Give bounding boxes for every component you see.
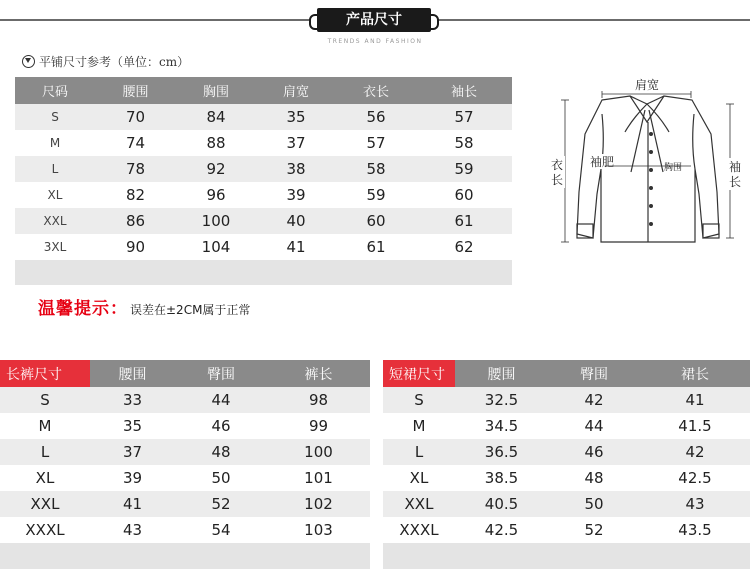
table-row [15,156,512,182]
table-header-row [383,360,750,387]
table-cell: 98 [267,387,370,413]
skirt-size-table [383,360,750,543]
table-cell: 33 [90,387,175,413]
table-cell: 74 [125,134,146,152]
table-header-row [15,77,512,104]
table-cell: 56 [336,104,416,130]
table-cell: 62 [454,238,474,256]
table-cell: 44 [584,417,604,435]
table-cell: 35 [256,104,336,130]
table-cell: 43 [640,491,750,517]
table-cell: 37 [90,439,175,465]
table-cell: XL [35,469,55,487]
chevron-down-circle-icon [22,55,35,68]
table-cell: S [0,387,90,413]
table-cell: 46 [548,439,640,465]
table-cell: M [38,417,52,435]
label-chest: 胸围 [663,163,683,173]
table-cell: 34.5 [484,417,519,435]
table-cell: XXXL [25,521,65,539]
table-cell: 42 [548,387,640,413]
label-bicep: 袖肥 [589,155,615,169]
table-row [15,208,512,234]
table-row [15,130,512,156]
table-cell: 103 [304,521,333,539]
table-cell: 58 [336,156,416,182]
table-row [383,465,750,491]
table-cell: 41 [640,387,750,413]
tip-notice [38,294,250,319]
column-header: 尺码 [15,77,95,104]
table-row [0,387,370,413]
table-cell: 40 [256,208,336,234]
label-shoulder: 肩宽 [634,78,660,92]
table-cell: 43.5 [678,521,712,539]
column-header: 短裙尺寸 [383,360,455,387]
label-length-2: 长 [550,173,564,187]
column-header: 袖长 [416,77,512,104]
table-cell: 46 [211,417,231,435]
table-cell: 60 [336,208,416,234]
shirt-measurement-diagram [545,74,750,259]
table-row [0,439,370,465]
table-cell: 61 [366,238,386,256]
table-cell: 84 [176,104,256,130]
table-cell: 38.5 [484,469,519,487]
column-header: 裤长 [267,360,370,387]
table-row [383,491,750,517]
table-header-row [0,360,370,387]
table-cell: XL [409,469,429,487]
table-cell: 70 [95,104,176,130]
table-cell: 59 [416,156,512,182]
table-cell: S [15,104,95,130]
table-cell: 57 [416,104,512,130]
table-cell: 3XL [43,240,67,254]
column-header: 衣长 [336,77,416,104]
table-cell: L [15,156,95,182]
header-line-right [437,19,750,21]
table-cell: 44 [175,387,267,413]
table-cell: XXL [15,208,95,234]
table-cell: 96 [206,186,226,204]
table-row [383,387,750,413]
label-length-1: 衣 [550,158,564,172]
table-cell: 38 [256,156,336,182]
tip-label: 温馨提示： [38,299,128,319]
column-header: 肩宽 [256,77,336,104]
table-cell: 48 [584,469,604,487]
table-row [383,413,750,439]
table-row [15,234,512,260]
table-cell: M [412,417,426,435]
table-cell: 41.5 [678,417,712,435]
table-cell: 86 [95,208,176,234]
table-cell: 60 [454,186,474,204]
table-cell: XL [47,188,63,202]
table-cell: 41 [90,491,175,517]
table-cell: 50 [548,491,640,517]
column-header: 臀围 [175,360,267,387]
table-cell: XXL [383,491,455,517]
page-subtitle: TRENDS AND FASHION [327,38,423,45]
table-cell: 100 [267,439,370,465]
column-header: 长裤尺寸 [0,360,90,387]
label-sleeve-1: 袖 [728,160,742,174]
column-header: 腰围 [95,77,176,104]
skirt-table-footer-bar [383,543,750,569]
caption-text: 平铺尺寸参考（单位：cm） [39,55,190,69]
column-header: 臀围 [548,360,640,387]
size-reference-caption [22,53,189,70]
label-sleeve-2: 长 [728,175,742,189]
table-row [0,413,370,439]
table-cell: 58 [454,134,474,152]
table-cell: 42.5 [484,521,519,539]
table-row [15,104,512,130]
column-header: 腰围 [455,360,548,387]
header-line-left [0,19,312,21]
shoulder-measure [602,77,691,98]
table-row [383,517,750,543]
table-cell: 61 [416,208,512,234]
column-header: 胸围 [176,77,256,104]
table-cell: 39 [286,186,306,204]
table-cell: 59 [366,186,386,204]
table-row [15,182,512,208]
pants-size-table [0,360,370,543]
table-cell: 99 [308,417,329,435]
table-cell: 101 [304,469,333,487]
table-cell: 37 [286,134,306,152]
table-cell: 90 [125,238,146,256]
table-cell: 48 [175,439,267,465]
top-size-table [15,77,512,260]
table-cell: 78 [95,156,176,182]
table-cell: 35 [122,417,143,435]
table-cell: 92 [176,156,256,182]
table-cell: 54 [211,521,231,539]
tip-text: 误差在±2CM属于正常 [130,303,251,317]
table-cell: 42 [640,439,750,465]
pants-table-footer-bar [0,543,370,569]
table-cell: 57 [366,134,386,152]
table-cell: 39 [122,469,143,487]
table-cell: 100 [176,208,256,234]
table-cell: XXL [0,491,90,517]
column-header: 腰围 [90,360,175,387]
page-title: 产品尺寸 [317,8,431,32]
table-cell: L [383,439,455,465]
table-cell: 42.5 [678,469,712,487]
table-cell: 102 [267,491,370,517]
table-row [383,439,750,465]
table-cell: 40.5 [455,491,548,517]
table-cell: 41 [286,238,306,256]
table-cell: L [0,439,90,465]
table-row [0,465,370,491]
column-header: 裙长 [640,360,750,387]
table-cell: 82 [125,186,146,204]
table-footer-bar [15,260,512,285]
table-row [0,517,370,543]
table-cell: XXXL [399,521,439,539]
table-cell: 32.5 [455,387,548,413]
table-cell: 43 [122,521,143,539]
table-cell: 36.5 [455,439,548,465]
table-cell: 88 [206,134,226,152]
table-cell: M [49,136,61,150]
table-cell: 50 [211,469,231,487]
table-row [0,491,370,517]
table-cell: S [383,387,455,413]
table-cell: 52 [175,491,267,517]
table-cell: 104 [201,238,231,256]
table-cell: 52 [584,521,604,539]
